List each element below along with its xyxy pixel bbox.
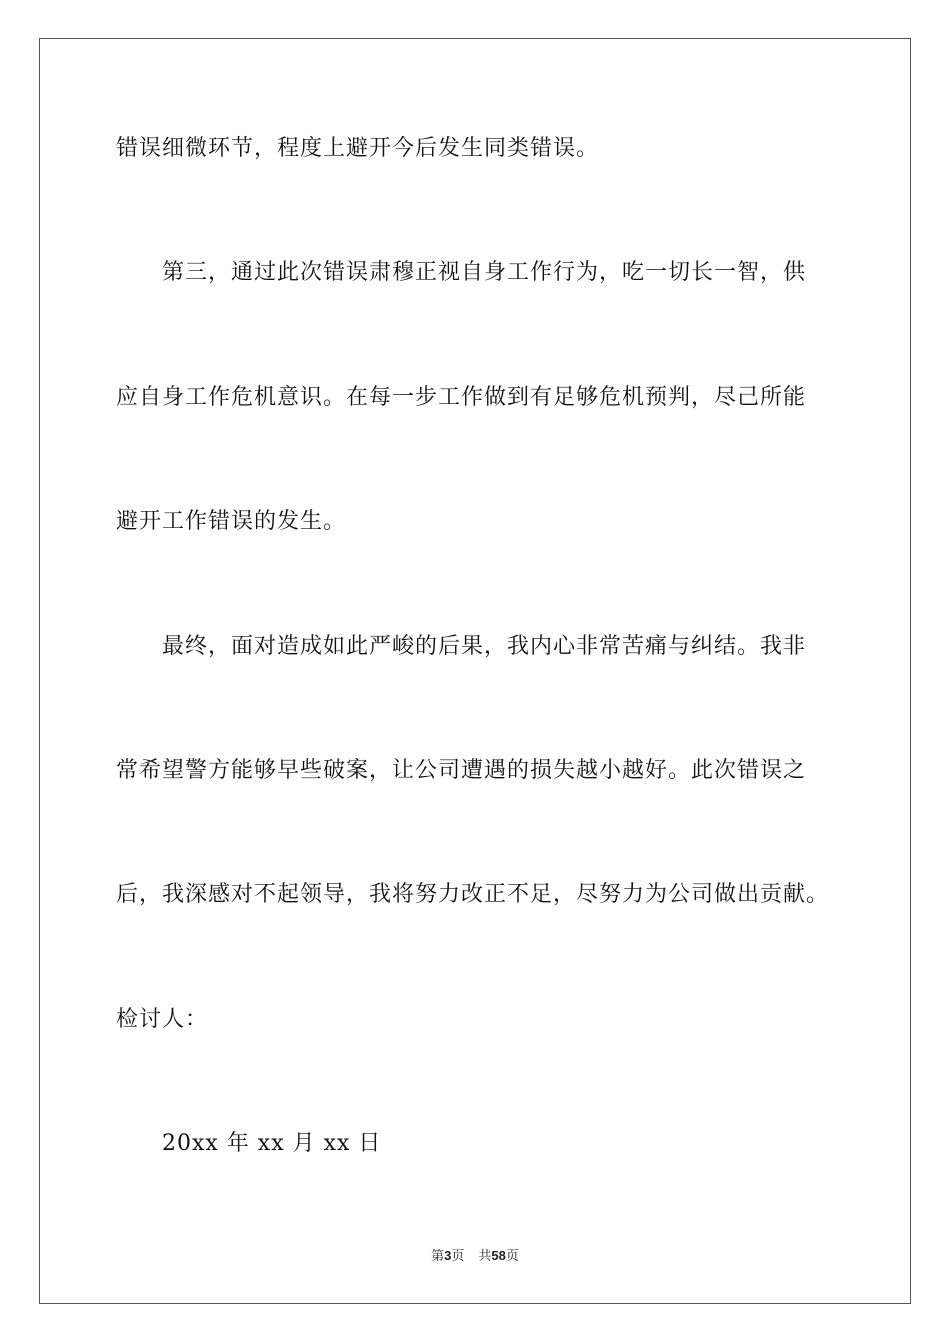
body-line-4: 避开工作错误的发生。 (116, 509, 347, 534)
reviewer-label: 检讨人： (116, 1007, 209, 1032)
body-line-6: 常希望警方能够早些破案，让公司遭遇的损失越小越好。此次错误之 (116, 758, 807, 783)
total-prefix: 共 (478, 1249, 492, 1264)
body-line-3: 应自身工作危机意识。在每一步工作做到有足够危机预判，尽己所能 (116, 385, 807, 410)
body-line-7: 后，我深感对不起领导，我将努力改正不足，尽努力为公司做出贡献。 (116, 882, 830, 907)
page-suffix: 页 (451, 1249, 465, 1264)
page-footer (0, 1247, 950, 1266)
body-line-5: 最终，面对造成如此严峻的后果，我内心非常苦痛与纠结。我非 (162, 634, 807, 659)
page-number: 3 (444, 1248, 452, 1263)
page-prefix: 第 (431, 1249, 445, 1264)
body-line-1: 错误细微环节，程度上避开今后发生同类错误。 (116, 136, 600, 161)
date-line: 20xx 年 xx 月 xx 日 (162, 1131, 382, 1156)
total-suffix: 页 (505, 1249, 519, 1264)
total-pages: 58 (491, 1248, 506, 1263)
page-frame (39, 38, 911, 1304)
body-line-2: 第三，通过此次错误肃穆正视自身工作行为，吃一切长一智，供 (162, 260, 807, 285)
